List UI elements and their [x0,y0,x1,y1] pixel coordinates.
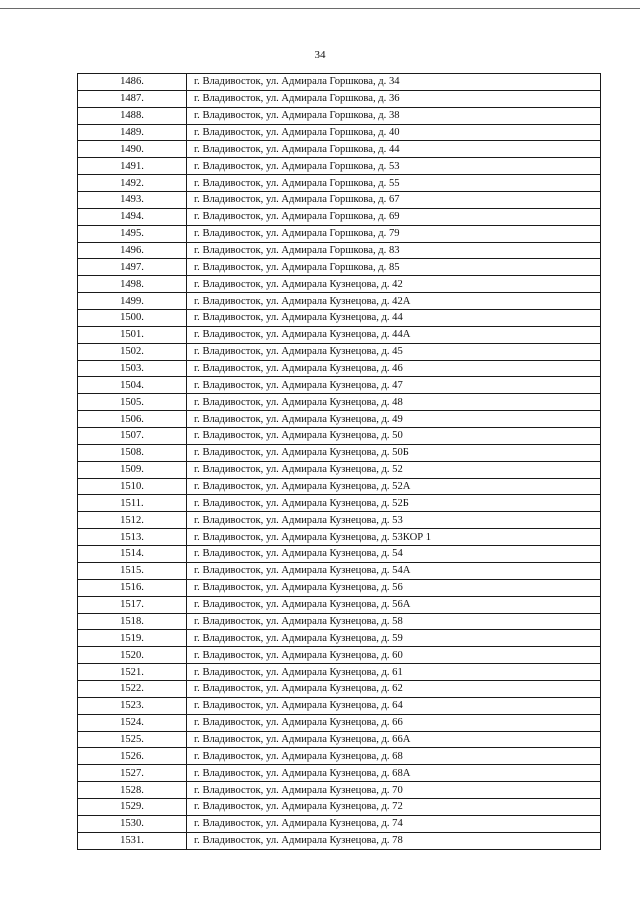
table-row [78,495,601,512]
address-cell: г. Владивосток, ул. Адмирала Кузнецова, д. 78 [187,832,601,849]
table-row [78,377,601,394]
address-cell: г. Владивосток, ул. Адмирала Кузнецова, д. 74 [187,815,601,832]
address-cell: г. Владивосток, ул. Адмирала Кузнецова, д. 52 [187,461,601,478]
row-number-cell: 1516. [78,579,187,596]
table-row [78,579,601,596]
address-cell: г. Владивосток, ул. Адмирала Кузнецова, д. 47 [187,377,601,394]
table-row [78,141,601,158]
row-number-cell: 1491. [78,158,187,175]
row-number-cell: 1492. [78,175,187,192]
row-number-cell: 1515. [78,562,187,579]
address-cell: г. Владивосток, ул. Адмирала Горшкова, д. 69 [187,208,601,225]
address-cell: г. Владивосток, ул. Адмирала Кузнецова, д. 68 [187,748,601,765]
table-row [78,832,601,849]
row-number-cell: 1508. [78,444,187,461]
table-row [78,124,601,141]
row-number-cell: 1524. [78,714,187,731]
row-number-cell: 1517. [78,596,187,613]
row-number-cell: 1527. [78,765,187,782]
address-cell: г. Владивосток, ул. Адмирала Горшкова, д. 40 [187,124,601,141]
address-cell: г. Владивосток, ул. Адмирала Горшкова, д. 36 [187,90,601,107]
row-number-cell: 1490. [78,141,187,158]
table-row [78,208,601,225]
table-row [78,276,601,293]
table-row [78,461,601,478]
scan-edge-line [0,8,640,9]
address-cell: г. Владивосток, ул. Адмирала Горшкова, д. 85 [187,259,601,276]
table-row [78,175,601,192]
address-cell: г. Владивосток, ул. Адмирала Кузнецова, д. 50Б [187,444,601,461]
row-number-cell: 1506. [78,411,187,428]
row-number-cell: 1501. [78,326,187,343]
row-number-cell: 1502. [78,343,187,360]
table-row [78,444,601,461]
address-cell: г. Владивосток, ул. Адмирала Кузнецова, д. 56А [187,596,601,613]
table-row [78,107,601,124]
table-row [78,428,601,445]
row-number-cell: 1511. [78,495,187,512]
row-number-cell: 1494. [78,208,187,225]
row-number-cell: 1504. [78,377,187,394]
table-row [78,798,601,815]
row-number-cell: 1493. [78,192,187,209]
address-cell: г. Владивосток, ул. Адмирала Кузнецова, д. 44 [187,310,601,327]
address-cell: г. Владивосток, ул. Адмирала Кузнецова, д. 53КОР 1 [187,529,601,546]
address-cell: г. Владивосток, ул. Адмирала Кузнецова, д. 52А [187,478,601,495]
address-cell: г. Владивосток, ул. Адмирала Кузнецова, д. 72 [187,798,601,815]
row-number-cell: 1499. [78,293,187,310]
address-cell: г. Владивосток, ул. Адмирала Кузнецова, д. 44А [187,326,601,343]
table-row [78,411,601,428]
address-cell: г. Владивосток, ул. Адмирала Кузнецова, д. 45 [187,343,601,360]
address-cell: г. Владивосток, ул. Адмирала Кузнецова, д. 53 [187,512,601,529]
row-number-cell: 1512. [78,512,187,529]
row-number-cell: 1529. [78,798,187,815]
address-cell: г. Владивосток, ул. Адмирала Кузнецова, д. 50 [187,428,601,445]
address-cell: г. Владивосток, ул. Адмирала Горшкова, д. 79 [187,225,601,242]
table-row [78,731,601,748]
table-row [78,680,601,697]
row-number-cell: 1521. [78,664,187,681]
address-table-body [78,74,601,850]
table-row [78,225,601,242]
address-cell: г. Владивосток, ул. Адмирала Горшкова, д. 38 [187,107,601,124]
address-cell: г. Владивосток, ул. Адмирала Кузнецова, д. 42А [187,293,601,310]
table-row [78,242,601,259]
address-cell: г. Владивосток, ул. Адмирала Кузнецова, д. 64 [187,697,601,714]
table-row [78,748,601,765]
address-cell: г. Владивосток, ул. Адмирала Кузнецова, д. 48 [187,394,601,411]
table-row [78,782,601,799]
address-cell: г. Владивосток, ул. Адмирала Кузнецова, д. 54А [187,562,601,579]
row-number-cell: 1509. [78,461,187,478]
address-cell: г. Владивосток, ул. Адмирала Кузнецова, д. 58 [187,613,601,630]
address-cell: г. Владивосток, ул. Адмирала Кузнецова, д. 42 [187,276,601,293]
table-row [78,596,601,613]
row-number-cell: 1510. [78,478,187,495]
address-cell: г. Владивосток, ул. Адмирала Горшкова, д. 83 [187,242,601,259]
row-number-cell: 1522. [78,680,187,697]
table-row [78,765,601,782]
table-row [78,326,601,343]
row-number-cell: 1513. [78,529,187,546]
table-row [78,478,601,495]
table-row [78,512,601,529]
row-number-cell: 1488. [78,107,187,124]
table-row [78,158,601,175]
row-number-cell: 1486. [78,74,187,91]
address-cell: г. Владивосток, ул. Адмирала Кузнецова, д. 66 [187,714,601,731]
row-number-cell: 1518. [78,613,187,630]
row-number-cell: 1525. [78,731,187,748]
row-number-cell: 1495. [78,225,187,242]
address-cell: г. Владивосток, ул. Адмирала Кузнецова, д. 56 [187,579,601,596]
row-number-cell: 1505. [78,394,187,411]
table-row [78,293,601,310]
table-row [78,562,601,579]
row-number-cell: 1519. [78,630,187,647]
table-row [78,815,601,832]
address-cell: г. Владивосток, ул. Адмирала Кузнецова, д. 52Б [187,495,601,512]
address-table [77,73,601,850]
row-number-cell: 1498. [78,276,187,293]
table-row [78,664,601,681]
table-row [78,714,601,731]
row-number-cell: 1526. [78,748,187,765]
table-row [78,90,601,107]
row-number-cell: 1497. [78,259,187,276]
table-row [78,360,601,377]
address-cell: г. Владивосток, ул. Адмирала Кузнецова, д. 60 [187,647,601,664]
address-cell: г. Владивосток, ул. Адмирала Кузнецова, д. 54 [187,546,601,563]
table-row [78,613,601,630]
row-number-cell: 1520. [78,647,187,664]
table-row [78,630,601,647]
address-cell: г. Владивосток, ул. Адмирала Горшкова, д. 53 [187,158,601,175]
table-row [78,529,601,546]
row-number-cell: 1496. [78,242,187,259]
table-row [78,192,601,209]
row-number-cell: 1514. [78,546,187,563]
table-row [78,259,601,276]
table-row [78,74,601,91]
table-row [78,546,601,563]
row-number-cell: 1531. [78,832,187,849]
row-number-cell: 1500. [78,310,187,327]
address-cell: г. Владивосток, ул. Адмирала Кузнецова, д. 61 [187,664,601,681]
address-cell: г. Владивосток, ул. Адмирала Кузнецова, д. 59 [187,630,601,647]
row-number-cell: 1507. [78,428,187,445]
address-cell: г. Владивосток, ул. Адмирала Кузнецова, д. 49 [187,411,601,428]
table-row [78,343,601,360]
address-cell: г. Владивосток, ул. Адмирала Кузнецова, д. 46 [187,360,601,377]
row-number-cell: 1503. [78,360,187,377]
table-row [78,394,601,411]
address-cell: г. Владивосток, ул. Адмирала Горшкова, д. 55 [187,175,601,192]
address-cell: г. Владивосток, ул. Адмирала Горшкова, д. 67 [187,192,601,209]
address-cell: г. Владивосток, ул. Адмирала Кузнецова, д. 70 [187,782,601,799]
table-row [78,647,601,664]
page-number: 34 [314,49,326,61]
address-cell: г. Владивосток, ул. Адмирала Горшкова, д. 34 [187,74,601,91]
table-row [78,697,601,714]
row-number-cell: 1528. [78,782,187,799]
row-number-cell: 1523. [78,697,187,714]
row-number-cell: 1487. [78,90,187,107]
row-number-cell: 1530. [78,815,187,832]
address-cell: г. Владивосток, ул. Адмирала Кузнецова, д. 68А [187,765,601,782]
address-cell: г. Владивосток, ул. Адмирала Кузнецова, д. 62 [187,680,601,697]
address-cell: г. Владивосток, ул. Адмирала Кузнецова, д. 66А [187,731,601,748]
address-cell: г. Владивосток, ул. Адмирала Горшкова, д. 44 [187,141,601,158]
row-number-cell: 1489. [78,124,187,141]
table-row [78,310,601,327]
